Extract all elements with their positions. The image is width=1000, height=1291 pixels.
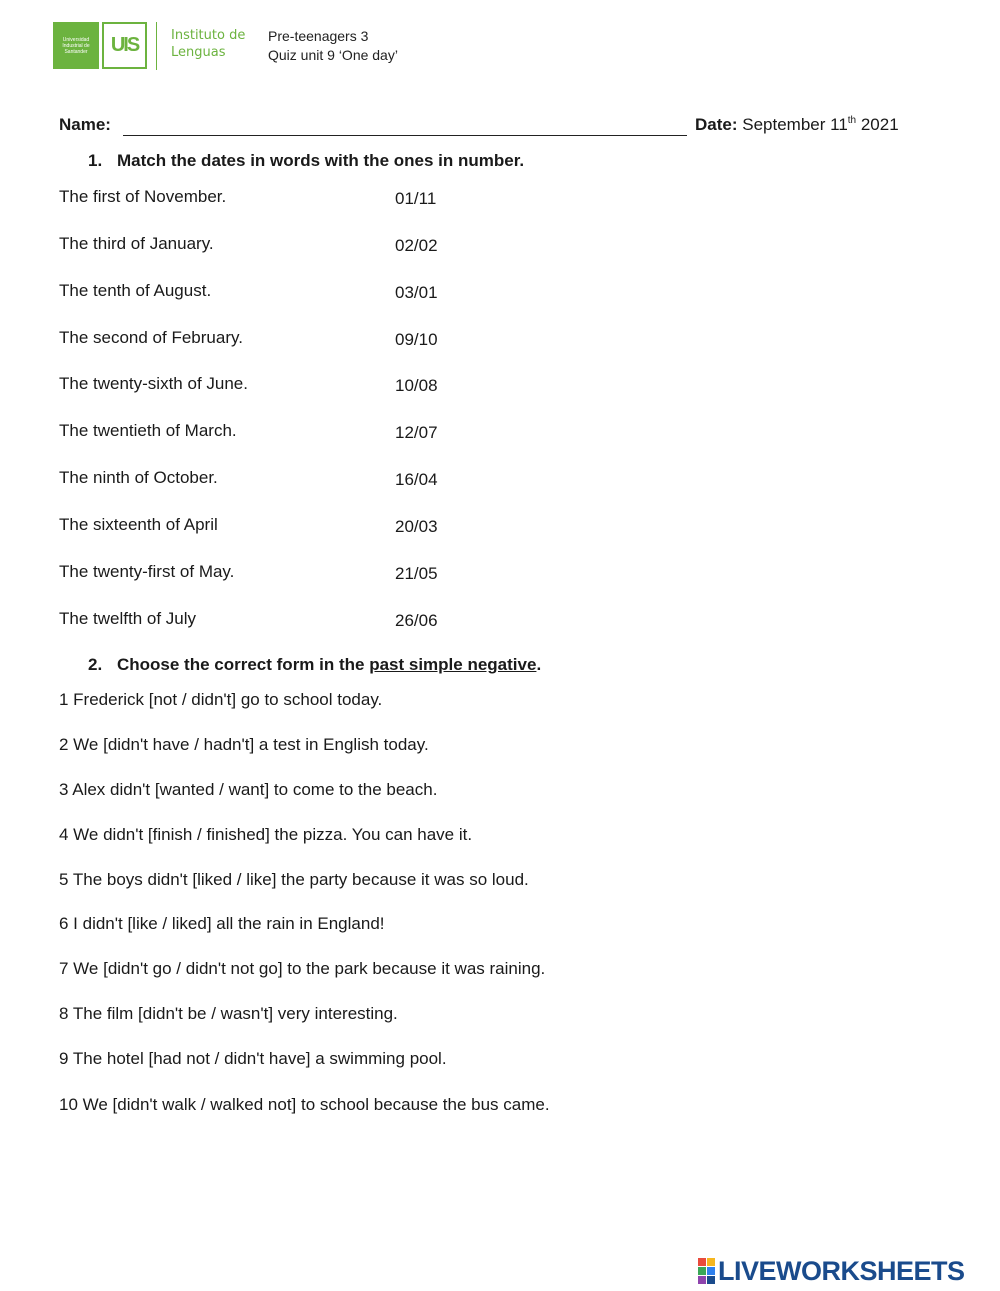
name-label: Name: bbox=[59, 115, 111, 134]
exercise-sentence[interactable]: 3 Alex didn't [wanted / want] to come to the beach. bbox=[59, 780, 438, 799]
match-row bbox=[59, 281, 479, 303]
match-row bbox=[59, 515, 479, 537]
date-number[interactable]: 01/11 bbox=[395, 189, 437, 208]
name-blank-line[interactable] bbox=[123, 135, 687, 136]
date-words: The sixteenth of April bbox=[59, 515, 218, 534]
match-row bbox=[59, 374, 479, 396]
match-row bbox=[59, 328, 479, 350]
date-year: 2021 bbox=[856, 115, 899, 134]
date-number[interactable]: 26/06 bbox=[395, 611, 438, 630]
date-words: The twelfth of July bbox=[59, 609, 197, 628]
date-words: The twenty-first of May. bbox=[59, 562, 235, 581]
course-title: Pre-teenagers 3 bbox=[268, 28, 369, 44]
date-number[interactable]: 02/02 bbox=[395, 236, 438, 255]
exercise-sentence[interactable]: 5 The boys didn't [liked / like] the party because it was so loud. bbox=[59, 870, 529, 889]
exercise-sentence[interactable]: 2 We [didn't have / hadn't] a test in English today. bbox=[59, 735, 429, 754]
date-number[interactable]: 21/05 bbox=[395, 564, 438, 583]
exercise-sentence[interactable]: 4 We didn't [finish / finished] the pizza. You can have it. bbox=[59, 825, 473, 844]
date-label: Date: bbox=[695, 115, 738, 134]
match-row bbox=[59, 421, 479, 443]
date-field bbox=[695, 115, 899, 135]
date-number[interactable]: 09/10 bbox=[395, 330, 438, 349]
university-logo-text: Universidad Industrial de Santander bbox=[62, 36, 90, 55]
name-date-row bbox=[59, 115, 939, 137]
exercise-sentence[interactable]: 1 Frederick [not / didn't] go to school today. bbox=[59, 690, 383, 709]
match-row bbox=[59, 609, 479, 631]
date-suffix: th bbox=[847, 115, 857, 126]
section2-title-suffix: . bbox=[536, 655, 542, 674]
exercise-sentence[interactable]: 9 The hotel [had not / didn't have] a swimming pool. bbox=[59, 1049, 447, 1068]
date-number[interactable]: 16/04 bbox=[395, 470, 438, 489]
date-number[interactable]: 12/07 bbox=[395, 423, 438, 442]
uis-logo-icon: UIS bbox=[102, 22, 147, 69]
exercise-sentence[interactable]: 10 We [didn't walk / walked not] to school because the bus came. bbox=[59, 1095, 550, 1114]
date-words: The first of November. bbox=[59, 187, 227, 206]
match-row bbox=[59, 468, 479, 490]
date-words: The twentieth of March. bbox=[59, 421, 237, 440]
quiz-title: Quiz unit 9 ‘One day’ bbox=[268, 47, 398, 63]
liveworksheets-wordmark: LIVEWORKSHEETS bbox=[718, 1256, 965, 1286]
exercise-sentence[interactable]: 8 The film [didn't be / wasn't] very interesting. bbox=[59, 1004, 398, 1023]
section2-heading: 2. Choose the correct form in the past simple negative. bbox=[88, 655, 542, 674]
match-row bbox=[59, 234, 479, 256]
date-number[interactable]: 10/08 bbox=[395, 376, 438, 395]
date-words: The third of January. bbox=[59, 234, 214, 253]
section2-title-prefix: Choose the correct form in the bbox=[117, 655, 370, 674]
date-words: The twenty-sixth of June. bbox=[59, 374, 248, 393]
section2-title-emphasis: past simple negative bbox=[369, 655, 537, 674]
date-words: The ninth of October. bbox=[59, 468, 218, 487]
liveworksheets-blocks-icon bbox=[698, 1258, 715, 1284]
exercise-sentence[interactable]: 6 I didn't [like / liked] all the rain in England! bbox=[59, 914, 385, 933]
logo-divider bbox=[156, 22, 157, 70]
match-row bbox=[59, 562, 479, 584]
match-row bbox=[59, 187, 479, 209]
university-logo-badge bbox=[53, 22, 99, 69]
section1-title: Match the dates in words with the ones in number. bbox=[117, 151, 525, 170]
date-text: September 11 bbox=[742, 115, 848, 134]
date-number[interactable]: 03/01 bbox=[395, 283, 438, 302]
liveworksheets-logo[interactable] bbox=[698, 1258, 965, 1284]
date-words: The tenth of August. bbox=[59, 281, 212, 300]
exercise-sentence[interactable]: 7 We [didn't go / didn't not go] to the park because it was raining. bbox=[59, 959, 546, 978]
institute-name: Instituto de Lenguas bbox=[171, 28, 246, 60]
section1-heading: 1. Match the dates in words with the ones in number. bbox=[88, 151, 525, 170]
date-number[interactable]: 20/03 bbox=[395, 517, 438, 536]
date-words: The second of February. bbox=[59, 328, 243, 347]
